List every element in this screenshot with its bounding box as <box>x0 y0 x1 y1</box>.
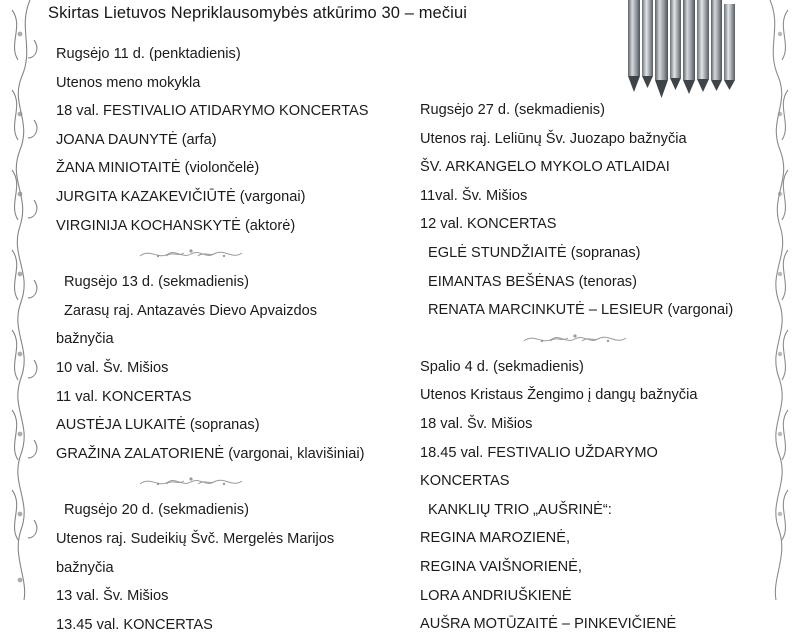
event-line: 10 val. Šv. Mišios <box>56 359 169 376</box>
event-line: 13 val. Šv. Mišios <box>56 588 169 605</box>
event-line: 18.45 val. FESTIVALIO UŽDARYMO <box>420 444 658 461</box>
event-line: ŠV. ARKANGELO MYKOLO ATLAIDAI <box>420 159 670 176</box>
event-line: EGLĖ STUNDŽIAITĖ (sopranas) <box>428 244 641 261</box>
event-line: 11val. Šv. Mišios <box>420 187 528 204</box>
event-line: 12 val. KONCERTAS <box>420 216 557 233</box>
event-line: REGINA VAIŠNORIENĖ, <box>420 558 582 575</box>
event-line: VIRGINIJA KOCHANSKYTĖ (aktorė) <box>56 217 296 234</box>
event-line: AUŠRA MOTŪZAITĖ – PINKEVIČIENĖ <box>420 616 677 633</box>
ornament-divider <box>56 240 416 268</box>
event-line: Rugsėjo 20 d. (sekmadienis) <box>64 502 249 519</box>
event-block <box>56 496 416 639</box>
event-line: AUSTĖJA LUKAITĖ (sopranas) <box>56 417 260 434</box>
event-line: bažnyčia <box>56 559 114 576</box>
event-line: KONCERTAS <box>420 473 510 490</box>
event-line: LORA ANDRIUŠKIENĖ <box>420 587 572 604</box>
event-line: ŽANA MINIOTAITĖ (violončelė) <box>56 160 260 177</box>
ornament-divider <box>56 468 416 496</box>
ornament-divider <box>420 325 770 353</box>
event-line: Rugsėjo 11 d. (penktadienis) <box>56 46 241 62</box>
page-subtitle: Skirtas Lietuvos Nepriklausomybės atkūrimo 30 – mečiui <box>48 4 467 22</box>
event-line: Zarasų raj. Antazavės Dievo Apvaizdos <box>64 302 318 319</box>
event-line: 11 val. KONCERTAS <box>56 388 192 405</box>
event-line: Utenos raj. Sudeikių Švč. Mergelės Marijos <box>56 530 335 547</box>
event-line: Utenos raj. Leliūnų Šv. Juozapo bažnyčia <box>420 130 687 147</box>
event-line: REGINA MAROZIENĖ, <box>420 530 571 547</box>
event-line: 18 val. FESTIVALIO ATIDARYMO KONCERTAS <box>56 103 369 120</box>
event-line: JOANA DAUNYTĖ (arfa) <box>56 131 217 148</box>
event-line: bažnyčia <box>56 331 114 348</box>
event-line: Utenos meno mokykla <box>56 74 201 91</box>
event-line: KANKLIŲ TRIO „AUŠRINĖ“: <box>428 501 612 518</box>
event-line: 13.45 val. KONCERTAS <box>56 616 213 633</box>
schedule-column-right <box>420 96 770 639</box>
ornamental-border-left <box>0 0 44 600</box>
event-line: Spalio 4 d. (sekmadienis) <box>420 358 584 375</box>
event-block <box>420 96 770 325</box>
event-line: Utenos Kristaus Žengimo į dangų bažnyčia <box>420 387 698 404</box>
event-block <box>420 353 770 639</box>
event-line: 18 val. Šv. Mišios <box>420 415 533 432</box>
event-line: JURGITA KAZAKEVIČIŪTĖ (vargonai) <box>56 188 306 205</box>
schedule-column-left <box>56 40 416 639</box>
event-line: Rugsėjo 13 d. (sekmadienis) <box>64 274 249 291</box>
event-line: EIMANTAS BEŠĖNAS (tenoras) <box>428 273 637 290</box>
event-line: Rugsėjo 27 d. (sekmadienis) <box>420 102 605 118</box>
event-block <box>56 268 416 468</box>
event-block <box>56 40 416 240</box>
organ-pipes-icon <box>622 0 742 100</box>
event-line: GRAŽINA ZALATORIENĖ (vargonai, klavišiniai) <box>56 445 365 462</box>
event-line: RENATA MARCINKUTĖ – LESIEUR (vargonai) <box>428 302 734 319</box>
